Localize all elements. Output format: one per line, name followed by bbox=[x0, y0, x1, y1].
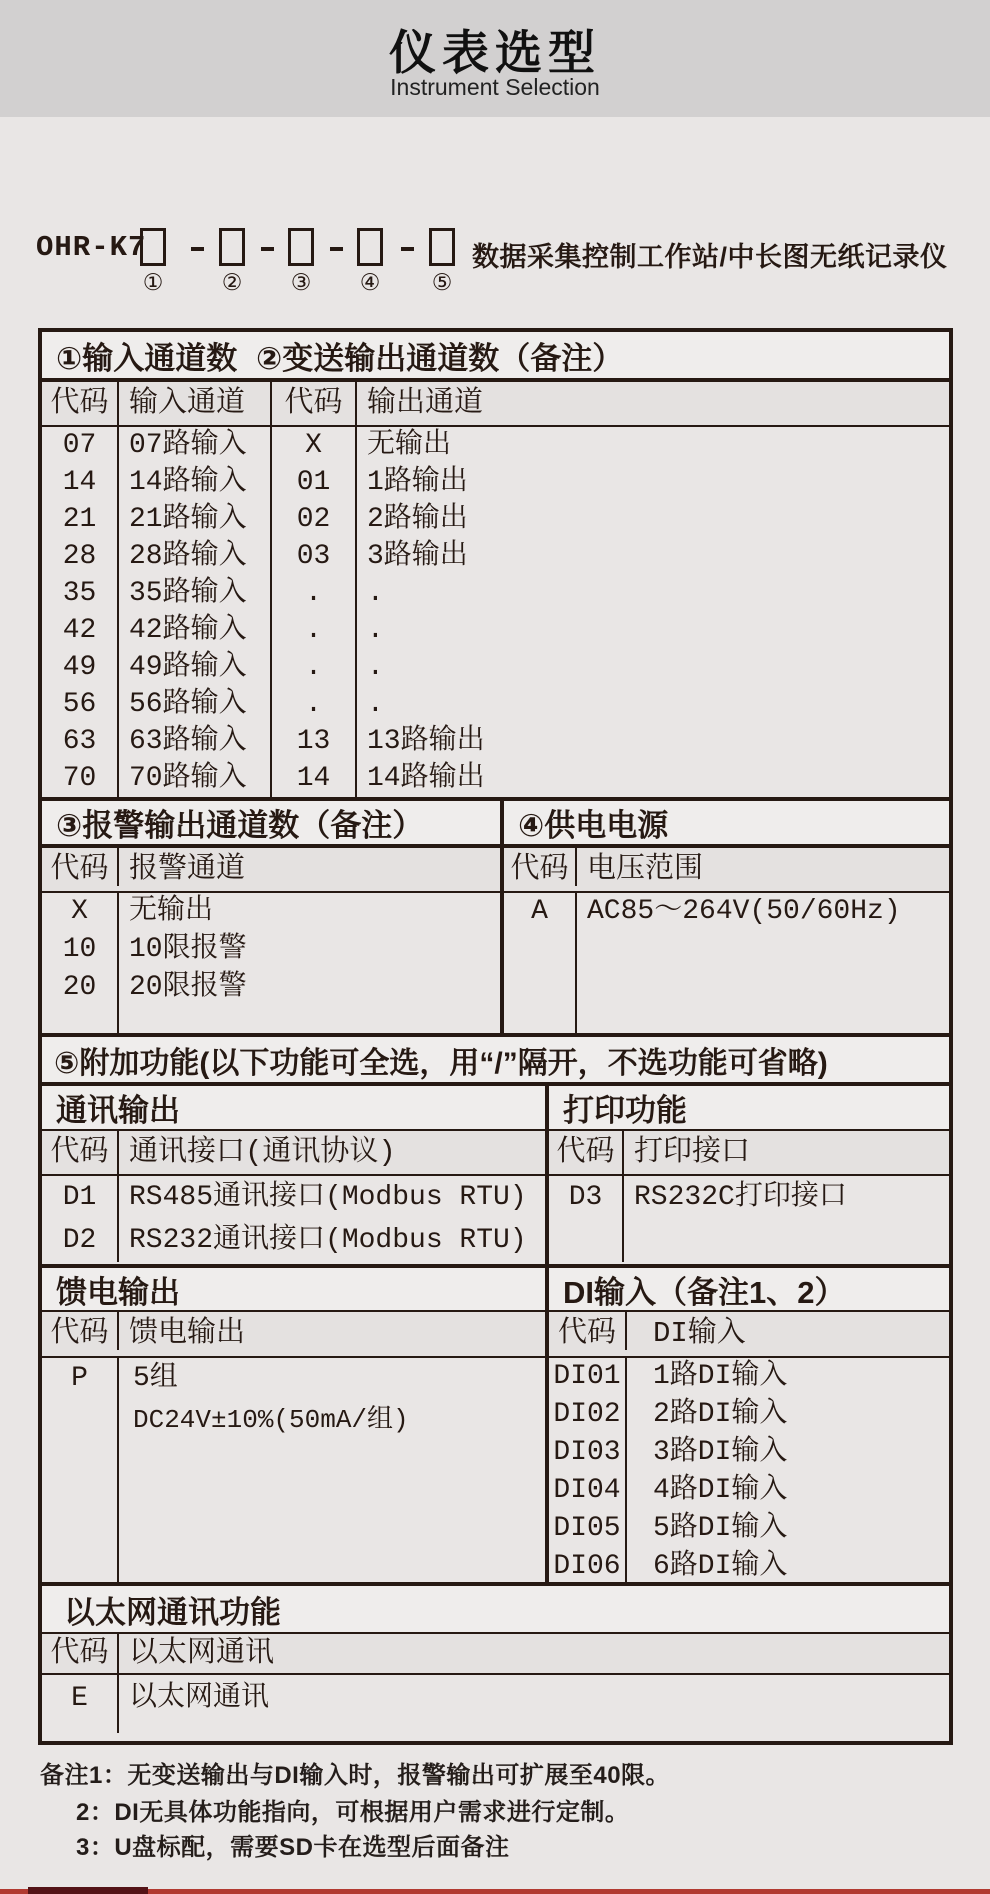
table-cell: 14路输出 bbox=[367, 763, 485, 794]
table-cell: X bbox=[71, 896, 88, 927]
position-marker-3: ③ bbox=[290, 270, 312, 295]
di-subsection bbox=[549, 1268, 949, 1582]
table-cell: 20限报警 bbox=[129, 972, 247, 1003]
feed-desc-column bbox=[119, 1358, 545, 1586]
print-colheader bbox=[549, 1131, 949, 1176]
comm-body bbox=[42, 1176, 545, 1262]
table-cell: . bbox=[305, 615, 322, 646]
section1-title: ①输入通道数 bbox=[56, 340, 238, 376]
feed-code-column bbox=[42, 1358, 119, 1586]
section-additional-banner: ⑤附加功能(以下功能可全选，用“/”隔开，不选功能可省略) bbox=[42, 1033, 949, 1086]
col-header: 馈电输出 bbox=[129, 1317, 246, 1350]
di-title: DI输入（备注1、2） bbox=[563, 1274, 846, 1310]
col-header: 打印接口 bbox=[634, 1136, 751, 1169]
model-code-prefix: OHR-K7 bbox=[36, 231, 147, 264]
comm-header bbox=[42, 1086, 545, 1131]
dash-separator-4 bbox=[401, 247, 414, 251]
table-cell: . bbox=[305, 578, 322, 609]
position-marker-4: ④ bbox=[359, 270, 381, 295]
table-cell: 03 bbox=[296, 541, 331, 572]
table-cell: DI05 bbox=[553, 1513, 621, 1544]
table-cell: DI03 bbox=[553, 1437, 621, 1468]
section3-title: ③报警输出通道数（备注） bbox=[56, 808, 424, 843]
table-cell: D2 bbox=[62, 1225, 97, 1256]
position-marker-2: ② bbox=[221, 270, 243, 295]
table-cell: 无输出 bbox=[129, 896, 214, 927]
feed-body bbox=[42, 1358, 545, 1586]
table-cell: 35路输入 bbox=[129, 578, 247, 609]
table-cell: 13 bbox=[296, 726, 331, 757]
col-header: 代码 bbox=[42, 1634, 119, 1682]
col-header: 代码 bbox=[272, 382, 357, 425]
model-code-box-2 bbox=[219, 228, 245, 266]
col-header: 通讯接口(通讯协议) bbox=[129, 1136, 396, 1169]
table-cell: 56 bbox=[62, 689, 97, 720]
table-cell: 63路输入 bbox=[129, 726, 247, 757]
feed-colheader bbox=[42, 1312, 545, 1358]
model-description: 数据采集控制工作站/中长图无纸记录仪 bbox=[472, 242, 948, 272]
footnote-1: 备注1：无变送输出与DI输入时，报警输出可扩展至40限。 bbox=[40, 1762, 671, 1789]
table-cell: DC24V±10%(50mA/组) bbox=[133, 1405, 409, 1435]
section-ethernet bbox=[42, 1582, 949, 1733]
table-cell: . bbox=[367, 615, 384, 646]
power-header bbox=[504, 801, 949, 848]
alarm-desc-column bbox=[119, 893, 500, 1033]
power-code-column bbox=[504, 893, 577, 1033]
section-comm-print bbox=[42, 1086, 949, 1264]
di-desc-column bbox=[627, 1358, 949, 1586]
col-header: 代码 bbox=[549, 1312, 627, 1350]
table-cell: . bbox=[305, 652, 322, 683]
table-cell: . bbox=[367, 652, 384, 683]
col-header: DI输入 bbox=[653, 1317, 746, 1350]
table-cell: 42路输入 bbox=[129, 615, 247, 646]
feed-subsection bbox=[42, 1268, 549, 1582]
col-header: 代码 bbox=[549, 1131, 624, 1174]
di-header bbox=[549, 1268, 949, 1312]
table-cell: 2路输出 bbox=[367, 504, 468, 535]
model-code-box-1 bbox=[140, 228, 166, 266]
alarm-body bbox=[42, 893, 500, 1033]
print-code-column bbox=[549, 1176, 624, 1262]
table-cell: 10限报警 bbox=[129, 934, 247, 965]
output-desc-column bbox=[357, 427, 949, 797]
col-header: 代码 bbox=[42, 382, 119, 425]
alarm-subsection bbox=[42, 801, 504, 1033]
footnote-3: 3：U盘标配，需要SD卡在选型后面备注 bbox=[76, 1834, 510, 1861]
table-cell: 07 bbox=[62, 430, 97, 461]
position-marker-5: ⑤ bbox=[431, 270, 453, 295]
table-cell: 3路DI输入 bbox=[653, 1437, 788, 1468]
table-cell: . bbox=[367, 689, 384, 720]
table-cell: DI04 bbox=[553, 1475, 621, 1506]
table-cell: 07路输入 bbox=[129, 430, 247, 461]
input-desc-column bbox=[119, 427, 272, 797]
alarm-header bbox=[42, 801, 500, 848]
alarm-code-column bbox=[42, 893, 119, 1033]
table-cell: 14路输入 bbox=[129, 467, 247, 498]
table-cell: P bbox=[71, 1363, 88, 1394]
table-cell: D3 bbox=[568, 1182, 603, 1213]
page-title: 仪表选型 bbox=[389, 26, 601, 79]
dash-separator-3 bbox=[330, 247, 343, 251]
position-marker-1: ① bbox=[142, 270, 164, 295]
table-cell: A bbox=[531, 896, 548, 927]
comm-desc-column bbox=[119, 1176, 545, 1262]
section-alarm-power bbox=[42, 797, 949, 1033]
table-cell: AC85～264V(50/60Hz) bbox=[587, 896, 901, 927]
table-cell: 49 bbox=[62, 652, 97, 683]
table-cell: DI06 bbox=[553, 1551, 621, 1582]
table-cell: 56路输入 bbox=[129, 689, 247, 720]
ethernet-body bbox=[42, 1675, 949, 1733]
table-cell: DI02 bbox=[553, 1399, 621, 1430]
bottom-dark-segment bbox=[28, 1887, 148, 1894]
table-cell: 21路输入 bbox=[129, 504, 247, 535]
output-code-column bbox=[272, 427, 357, 797]
table-cell: 1路DI输入 bbox=[653, 1361, 788, 1392]
power-desc-column bbox=[577, 893, 949, 1033]
ethernet-header bbox=[42, 1586, 949, 1634]
table-cell: 无输出 bbox=[367, 430, 452, 461]
table-cell: RS232通讯接口(Modbus RTU) bbox=[129, 1225, 527, 1256]
table-cell: 01 bbox=[296, 467, 331, 498]
table-cell: 49路输入 bbox=[129, 652, 247, 683]
table-cell: 1路输出 bbox=[367, 467, 468, 498]
comm-code-column bbox=[42, 1176, 119, 1262]
di-body bbox=[549, 1358, 949, 1586]
feed-title: 馈电输出 bbox=[56, 1274, 180, 1310]
table-cell: 14 bbox=[296, 763, 331, 794]
col-header: 输入通道 bbox=[119, 382, 272, 425]
print-header bbox=[549, 1086, 949, 1131]
model-code-box-5 bbox=[429, 228, 455, 266]
table-cell: RS232C打印接口 bbox=[634, 1182, 847, 1213]
ethernet-code-column bbox=[42, 1675, 119, 1733]
table-cell: 10 bbox=[62, 934, 97, 965]
ethernet-colheader bbox=[42, 1634, 949, 1675]
table-cell: 5组 bbox=[133, 1363, 178, 1394]
print-body bbox=[549, 1176, 949, 1262]
power-colheader bbox=[504, 848, 949, 893]
dash-separator-1 bbox=[191, 247, 204, 251]
section-input-output-header bbox=[42, 332, 949, 382]
table-cell: 5路DI输入 bbox=[653, 1513, 788, 1544]
model-code-box-4 bbox=[357, 228, 383, 266]
col-header: 代码 bbox=[42, 1131, 119, 1174]
power-body bbox=[504, 893, 949, 1033]
table-cell: 20 bbox=[62, 972, 97, 1003]
table-cell: 35 bbox=[62, 578, 97, 609]
section2-title: ②变送输出通道数（备注） bbox=[256, 340, 624, 376]
table-cell: 3路输出 bbox=[367, 541, 468, 572]
table-cell: X bbox=[305, 430, 322, 461]
table-cell: E bbox=[71, 1683, 88, 1714]
input-code-column bbox=[42, 427, 119, 797]
table-cell: 70 bbox=[62, 763, 97, 794]
alarm-colheader bbox=[42, 848, 500, 893]
col-header: 报警通道 bbox=[129, 853, 246, 886]
col-header: 代码 bbox=[504, 848, 577, 886]
selection-table bbox=[38, 328, 953, 1745]
col-header: 以太网通讯 bbox=[129, 1637, 275, 1670]
ethernet-desc-column bbox=[119, 1675, 949, 1733]
table-cell: RS485通讯接口(Modbus RTU) bbox=[129, 1182, 527, 1213]
table-cell: 2路DI输入 bbox=[653, 1399, 788, 1430]
table-cell: 4路DI输入 bbox=[653, 1475, 788, 1506]
table-cell: 70路输入 bbox=[129, 763, 247, 794]
table-cell: 42 bbox=[62, 615, 97, 646]
dash-separator-2 bbox=[261, 247, 274, 251]
bottom-red-line bbox=[0, 1889, 990, 1894]
model-code-box-3 bbox=[288, 228, 314, 266]
table-cell: 28 bbox=[62, 541, 97, 572]
di-code-column bbox=[549, 1358, 627, 1586]
comm-title: 通讯输出 bbox=[56, 1093, 180, 1128]
table-cell: 21 bbox=[62, 504, 97, 535]
table-cell: 14 bbox=[62, 467, 97, 498]
table-cell: DI01 bbox=[553, 1361, 621, 1392]
table-cell: 63 bbox=[62, 726, 97, 757]
comm-colheader bbox=[42, 1131, 545, 1176]
footnote-2: 2：DI无具体功能指向，可根据用户需求进行定制。 bbox=[76, 1799, 630, 1826]
table-cell: 以太网通讯 bbox=[129, 1683, 270, 1714]
col-header: 代码 bbox=[42, 848, 119, 886]
col-header: 代码 bbox=[42, 1312, 119, 1350]
col-header: 电压范围 bbox=[587, 853, 704, 886]
section-input-output-body bbox=[42, 427, 949, 797]
table-cell: D1 bbox=[62, 1182, 97, 1213]
col-header: 输出通道 bbox=[367, 387, 484, 420]
section4-title: ④供电电源 bbox=[518, 808, 669, 843]
print-subsection bbox=[549, 1086, 949, 1264]
page-subtitle: Instrument Selection bbox=[390, 74, 600, 100]
print-title: 打印功能 bbox=[563, 1093, 687, 1128]
table-cell: . bbox=[367, 578, 384, 609]
print-desc-column bbox=[624, 1176, 949, 1262]
comm-subsection bbox=[42, 1086, 549, 1264]
power-subsection bbox=[504, 801, 949, 1033]
section-feed-di bbox=[42, 1264, 949, 1582]
table-cell: 13路输出 bbox=[367, 726, 485, 757]
table-cell: 02 bbox=[296, 504, 331, 535]
feed-header bbox=[42, 1268, 545, 1312]
section-input-output-colheader bbox=[42, 382, 949, 427]
table-cell: 6路DI输入 bbox=[653, 1551, 788, 1582]
table-cell: 28路输入 bbox=[129, 541, 247, 572]
section-input-output bbox=[42, 332, 949, 797]
table-cell: . bbox=[305, 689, 322, 720]
ethernet-title: 以太网通讯功能 bbox=[64, 1594, 281, 1630]
di-colheader bbox=[549, 1312, 949, 1358]
